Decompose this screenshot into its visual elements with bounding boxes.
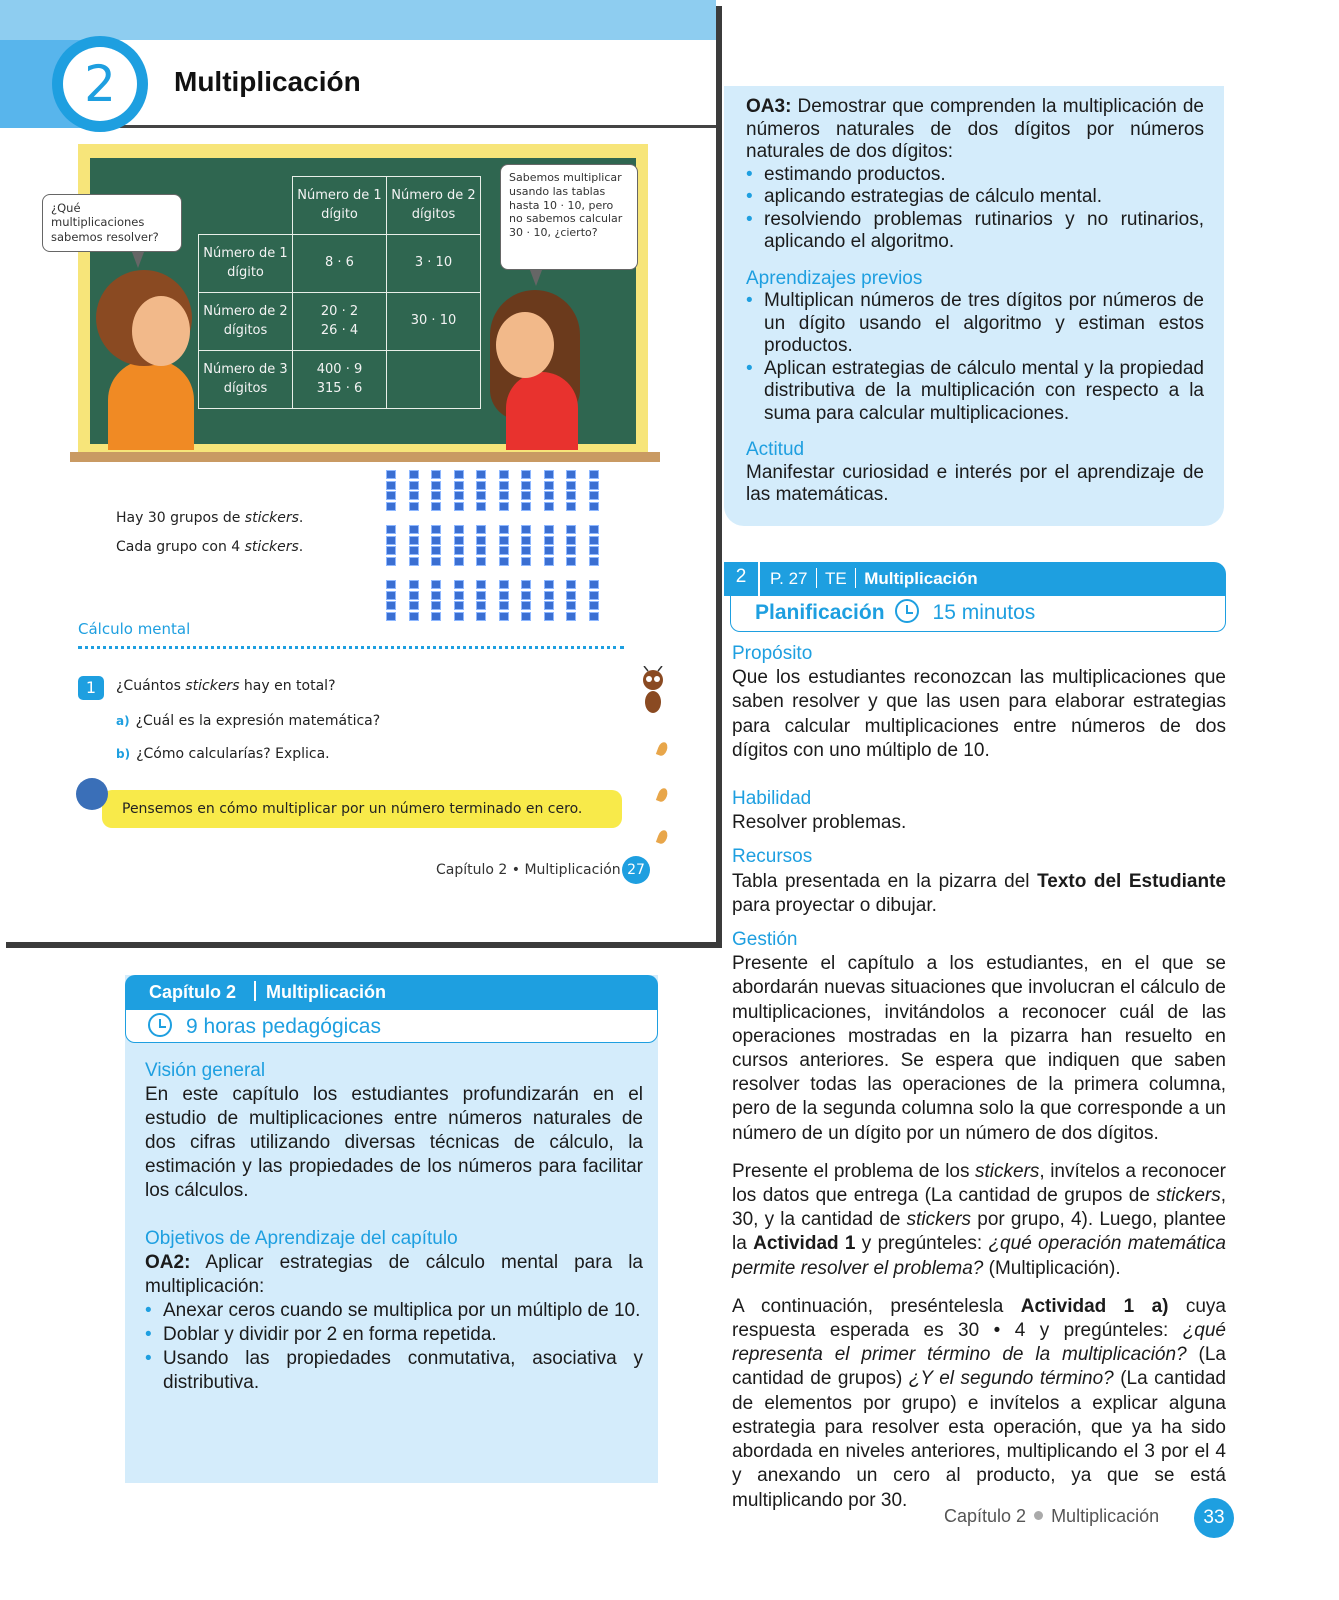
sticker (386, 470, 396, 479)
purpose-text: Que los estudiantes reconozcan las multiplicaciones que saben resolver y que las usen para elaborar estrategias para calcular multiplicaciones entre números de dos dígitos con uno múltiplo de 10. (732, 667, 1226, 761)
sticker-group (409, 525, 419, 567)
sticker-group (544, 525, 554, 567)
sticker (454, 470, 464, 479)
oa2-list (145, 1299, 643, 1395)
sticker (409, 546, 419, 555)
objectives-title: Objetivos de Aprendizaje del capítulo (145, 1228, 458, 1249)
sticker (454, 612, 464, 621)
table-cell: 8 · 6 (293, 235, 387, 293)
sticker (431, 536, 441, 545)
sticker (521, 481, 531, 490)
sticker (409, 525, 419, 534)
sticker (521, 601, 531, 610)
sticker-group (431, 470, 441, 512)
sticker (409, 502, 419, 511)
sticker-group (521, 525, 531, 567)
chapter-topic: Multiplicación (266, 982, 387, 1002)
sticker (431, 525, 441, 534)
sticker-group (409, 580, 419, 622)
sticker (566, 580, 576, 589)
sticker (544, 536, 554, 545)
activity-number: 1 (78, 676, 104, 700)
oa3-text: OA3: Demostrar que comprenden la multiplicación de números naturales de dos dígitos por números naturales de dos dígitos: (746, 96, 1204, 162)
chalkboard-ledge (70, 452, 660, 462)
table-row-header: Número de 1 dígito (199, 235, 293, 293)
sticker (521, 612, 531, 621)
skill-text: Resolver problemas. (732, 812, 907, 834)
sticker (566, 546, 576, 555)
overview-text: En este capítulo los estudiantes profundizarán en el estudio de multiplicaciones entre números naturales de dos cifras utilizando diversas técnicas de cálculo, la estimación y las propiedades de los números para facilitar los cálculos. (145, 1084, 643, 1201)
sticker (386, 481, 396, 490)
leaf-icon (656, 741, 669, 757)
sticker (499, 612, 509, 621)
page-number: 33 (1194, 1498, 1234, 1538)
speech-bubble-tail (530, 270, 542, 286)
sticker (386, 612, 396, 621)
header-divider (855, 568, 857, 588)
student-page-footer: Capítulo 2 • Multiplicación (436, 862, 621, 878)
sticker (454, 525, 464, 534)
sticker (499, 470, 509, 479)
activity-question: ¿Cuántos stickers hay en total? (116, 678, 336, 694)
sticker (409, 491, 419, 500)
planning-label: Planificación (755, 601, 885, 624)
table-row-header: Número de 2 dígitos (199, 293, 293, 351)
sticker (409, 481, 419, 490)
sticker (566, 536, 576, 545)
table-corner (199, 177, 293, 235)
purpose-title: Propósito (732, 643, 813, 664)
speech-bubble-right: Sabemos multiplicar usando las tablas hasta 10 · 10, pero no sabemos calcular 30 · 10, ¿cierto? (500, 164, 638, 270)
list-item: • aplicando estrategias de cálculo mental. (746, 186, 1204, 209)
sticker (476, 546, 486, 555)
sticker (566, 557, 576, 566)
sticker (566, 481, 576, 490)
sticker-group (476, 580, 486, 622)
sticker (521, 491, 531, 500)
chapter-box-header (125, 975, 658, 1009)
sticker (589, 536, 599, 545)
sticker (499, 525, 509, 534)
sticker (386, 525, 396, 534)
sticker (499, 491, 509, 500)
multiplication-table (198, 176, 481, 409)
sticker-group (521, 470, 531, 512)
sticker (454, 601, 464, 610)
sticker-group (499, 580, 509, 622)
sticker (454, 502, 464, 511)
sticker (386, 546, 396, 555)
hint-box: Pensemos en cómo multiplicar por un número terminado en cero. (102, 790, 622, 828)
planning-number: 2 (724, 562, 760, 596)
sticker-group (566, 580, 576, 622)
table-row-header: Número de 3 dígitos (199, 351, 293, 409)
header-band (0, 0, 716, 40)
sticker (566, 470, 576, 479)
sticker (454, 536, 464, 545)
header-divider (254, 981, 256, 1001)
sticker (566, 525, 576, 534)
each-group-text: Cada grupo con 4 stickers. (116, 539, 304, 555)
sticker (409, 580, 419, 589)
sticker (589, 580, 599, 589)
sticker (566, 612, 576, 621)
chapter-title: Multiplicación (174, 66, 361, 97)
sticker-group (521, 580, 531, 622)
sticker (431, 557, 441, 566)
sticker (454, 557, 464, 566)
sticker (589, 470, 599, 479)
list-item: • resolviendo problemas rutinarios y no rutinarios, aplicando el algoritmo. (746, 209, 1204, 254)
student-page-number: 27 (622, 856, 650, 884)
list-item: • Aplican estrategias de cálculo mental y la propiedad distributiva de la multiplicación con respecto a la suma para calcular multiplicaciones. (746, 358, 1204, 426)
oa2-text: OA2: Aplicar estrategias de cálculo mental para la multiplicación: (145, 1252, 643, 1297)
planning-meta (770, 568, 978, 589)
sticker (476, 591, 486, 600)
table-cell: 20 · 2 26 · 4 (293, 293, 387, 351)
sticker (521, 470, 531, 479)
footer-dot (1034, 1511, 1043, 1520)
section-label: Cálculo mental (78, 620, 191, 638)
attitude-text: Manifestar curiosidad e interés por el aprendizaje de las matemáticas. (746, 461, 1204, 505)
resources-title: Recursos (732, 846, 813, 868)
resources-text: Tabla presentada en la pizarra del Texto del Estudiante para proyectar o dibujar. (732, 870, 1226, 916)
skill-title: Habilidad (732, 788, 812, 810)
table-cell: 30 · 10 (387, 293, 481, 351)
table-col-header: Número de 1 dígito (293, 177, 387, 235)
sticker (431, 601, 441, 610)
table-cell: 3 · 10 (387, 235, 481, 293)
boy-figure (108, 360, 194, 450)
sticker (431, 491, 441, 500)
prev-learning-title: Aprendizajes previos (746, 267, 923, 289)
list-item: • Multiplican números de tres dígitos por números de un dígito usando el algoritmo y estiman estos productos. (746, 290, 1204, 358)
table-cell: 400 · 9 315 · 6 (293, 351, 387, 409)
attitude-title: Actitud (746, 439, 805, 460)
sticker-group (566, 525, 576, 567)
sticker (566, 502, 576, 511)
sticker-group (386, 525, 396, 567)
sticker-group (454, 580, 464, 622)
sticker-group (454, 525, 464, 567)
book-ref: TE (825, 569, 847, 588)
sticker (521, 557, 531, 566)
sticker (521, 580, 531, 589)
girl-figure (506, 372, 578, 450)
sticker (589, 491, 599, 500)
sticker-group (476, 470, 486, 512)
sticker (521, 502, 531, 511)
sticker-group (499, 525, 509, 567)
footer-chapter: Capítulo 2 (944, 1506, 1027, 1526)
speech-bubble-tail (132, 252, 144, 268)
sticker-group (499, 470, 509, 512)
sticker-group (566, 470, 576, 512)
sticker (454, 481, 464, 490)
sticker (409, 557, 419, 566)
sticker (454, 591, 464, 600)
sticker (476, 481, 486, 490)
sticker (386, 536, 396, 545)
footer-topic: Multiplicación (1051, 1506, 1160, 1526)
sticker (544, 491, 554, 500)
sticker (476, 580, 486, 589)
table-col-header: Número de 2 dígitos (387, 177, 481, 235)
hours-label: 9 horas pedagógicas (186, 1015, 381, 1038)
sticker-group (409, 470, 419, 512)
speech-bubble-left: ¿Qué multiplicaciones sabemos resolver? (42, 194, 182, 252)
sticker (431, 546, 441, 555)
oa3-list (746, 164, 1204, 254)
sticker-group (431, 525, 441, 567)
chapter-number-badge (52, 36, 148, 132)
objectives-body (746, 96, 1204, 507)
list-item: • Usando las propiedades conmutativa, asociativa y distributiva. (145, 1347, 643, 1395)
sticker-group (454, 470, 464, 512)
girl-face (496, 312, 554, 378)
planning-duration: 15 minutos (932, 601, 1036, 624)
chapter-label: Capítulo 2 (149, 982, 237, 1002)
sticker (454, 580, 464, 589)
sticker (589, 557, 599, 566)
leaf-icon (656, 829, 669, 845)
sticker (499, 580, 509, 589)
sticker-group (544, 580, 554, 622)
sticker-group (431, 580, 441, 622)
sticker-group (386, 580, 396, 622)
sticker (589, 525, 599, 534)
sticker (386, 557, 396, 566)
sticker (476, 470, 486, 479)
sticker (386, 502, 396, 511)
sticker (544, 580, 554, 589)
sticker (386, 601, 396, 610)
chapter-box-body (145, 1059, 643, 1395)
management-paragraph: Presente el capítulo a los estudiantes, en el que se abordarán nuevas situaciones que involucran el cálculo de multiplicaciones, invitándolos a reconocer cuál de las operaciones mostradas en la pizarra han resuelto en cursos anteriores. Se espera que indiquen que saben resolver todas las operaciones de la primera columna, pero de la segunda columna solo la que corresponde a un número de un dígito por un número de dos dígitos. (732, 953, 1226, 1144)
chapter-overview-box (125, 975, 658, 1483)
sticker (454, 546, 464, 555)
sticker (544, 557, 554, 566)
sticker (589, 481, 599, 490)
sticker (409, 470, 419, 479)
sticker (386, 580, 396, 589)
sticker (566, 491, 576, 500)
sticker (386, 591, 396, 600)
list-item: • Doblar y dividir por 2 en forma repetida. (145, 1323, 643, 1347)
overview-title: Visión general (145, 1060, 266, 1081)
sticker-group (386, 470, 396, 512)
sticker (476, 491, 486, 500)
sticker (544, 546, 554, 555)
sticker (476, 525, 486, 534)
list-item: • estimando productos. (746, 164, 1204, 187)
sticker (409, 536, 419, 545)
sticker (499, 502, 509, 511)
sticker (544, 612, 554, 621)
page-footer (944, 1506, 1159, 1527)
sticker (409, 591, 419, 600)
table-cell (387, 351, 481, 409)
planning-topic: Multiplicación (864, 569, 978, 588)
sticker-group (476, 525, 486, 567)
sticker (476, 502, 486, 511)
sticker (476, 557, 486, 566)
sticker (431, 591, 441, 600)
ant-icon (636, 666, 670, 718)
sticker (409, 612, 419, 621)
leaf-icon (656, 787, 669, 803)
sticker (566, 591, 576, 600)
sticker (476, 612, 486, 621)
list-item: • Anexar ceros cuando se multiplica por un múltiplo de 10. (145, 1299, 643, 1323)
management-paragraph: A continuación, preséntelesla Actividad 1 a) cuya respuesta esperada es 30 • 4 y pregúnteles: ¿qué representa el primer término de la multiplicación? (La cantidad de grupos) ¿Y el segundo término? (La cantidad de elementos por grupo) e invítelos a explicar alguna estrategia para resolver esta operación, que ya ha sido abordada en niveles anteriores, multiplicando el 3 por el 4 y anexando un cero al producto, ya que se está multiplicando por 30. (732, 1295, 1226, 1511)
sticker (544, 481, 554, 490)
planning-body (732, 642, 1226, 1513)
sticker (409, 601, 419, 610)
sticker (521, 536, 531, 545)
sticker (499, 481, 509, 490)
sticker (544, 525, 554, 534)
sticker (431, 502, 441, 511)
header-divider (816, 568, 818, 588)
sticker (589, 546, 599, 555)
sticker (499, 557, 509, 566)
management-title: Gestión (732, 929, 798, 951)
sticker (431, 580, 441, 589)
sticker (521, 525, 531, 534)
sticker (431, 481, 441, 490)
sticker (544, 601, 554, 610)
chapter-duration (125, 1009, 658, 1043)
prev-learning-list (746, 290, 1204, 425)
sticker (589, 612, 599, 621)
sticker-group (544, 470, 554, 512)
student-book-page (0, 0, 716, 942)
item-a: a) ¿Cuál es la expresión matemática? (116, 713, 381, 729)
flashlight-icon (76, 778, 108, 810)
sticker-group (589, 525, 599, 567)
objectives-box (724, 86, 1224, 526)
groups-text: Hay 30 grupos de stickers. (116, 510, 304, 526)
sticker-group (589, 580, 599, 622)
sticker (589, 601, 599, 610)
planning-subheader (730, 596, 1226, 632)
chapter-number: 2 (63, 47, 137, 121)
planning-header (724, 562, 1226, 596)
sticker (476, 536, 486, 545)
alarm-clock-icon (148, 1013, 172, 1037)
sticker (521, 591, 531, 600)
alarm-clock-icon (895, 599, 919, 623)
sticker (454, 491, 464, 500)
boy-face (132, 296, 190, 366)
sticker (499, 601, 509, 610)
sticker (431, 470, 441, 479)
sticker (499, 546, 509, 555)
sticker (589, 502, 599, 511)
sticker (499, 591, 509, 600)
sticker (386, 491, 396, 500)
sticker (476, 601, 486, 610)
sticker (544, 502, 554, 511)
sticker (521, 546, 531, 555)
sticker (544, 591, 554, 600)
management-paragraph: Presente el problema de los stickers, invítelos a reconocer los datos que entrega (La cantidad de grupos de stickers, 30, y la cantidad de stickers por grupo, 4). Luego, plantee la Actividad 1 y pregúnteles: ¿qué operación matemática permite resolver el problema? (Multiplicación). (732, 1160, 1226, 1279)
sticker (431, 612, 441, 621)
dotted-divider (78, 646, 624, 649)
sticker-group (589, 470, 599, 512)
page-ref: P. 27 (770, 569, 808, 588)
sticker (566, 601, 576, 610)
sticker (544, 470, 554, 479)
item-b: b) ¿Cómo calcularías? Explica. (116, 746, 330, 762)
sticker (589, 591, 599, 600)
sticker (499, 536, 509, 545)
